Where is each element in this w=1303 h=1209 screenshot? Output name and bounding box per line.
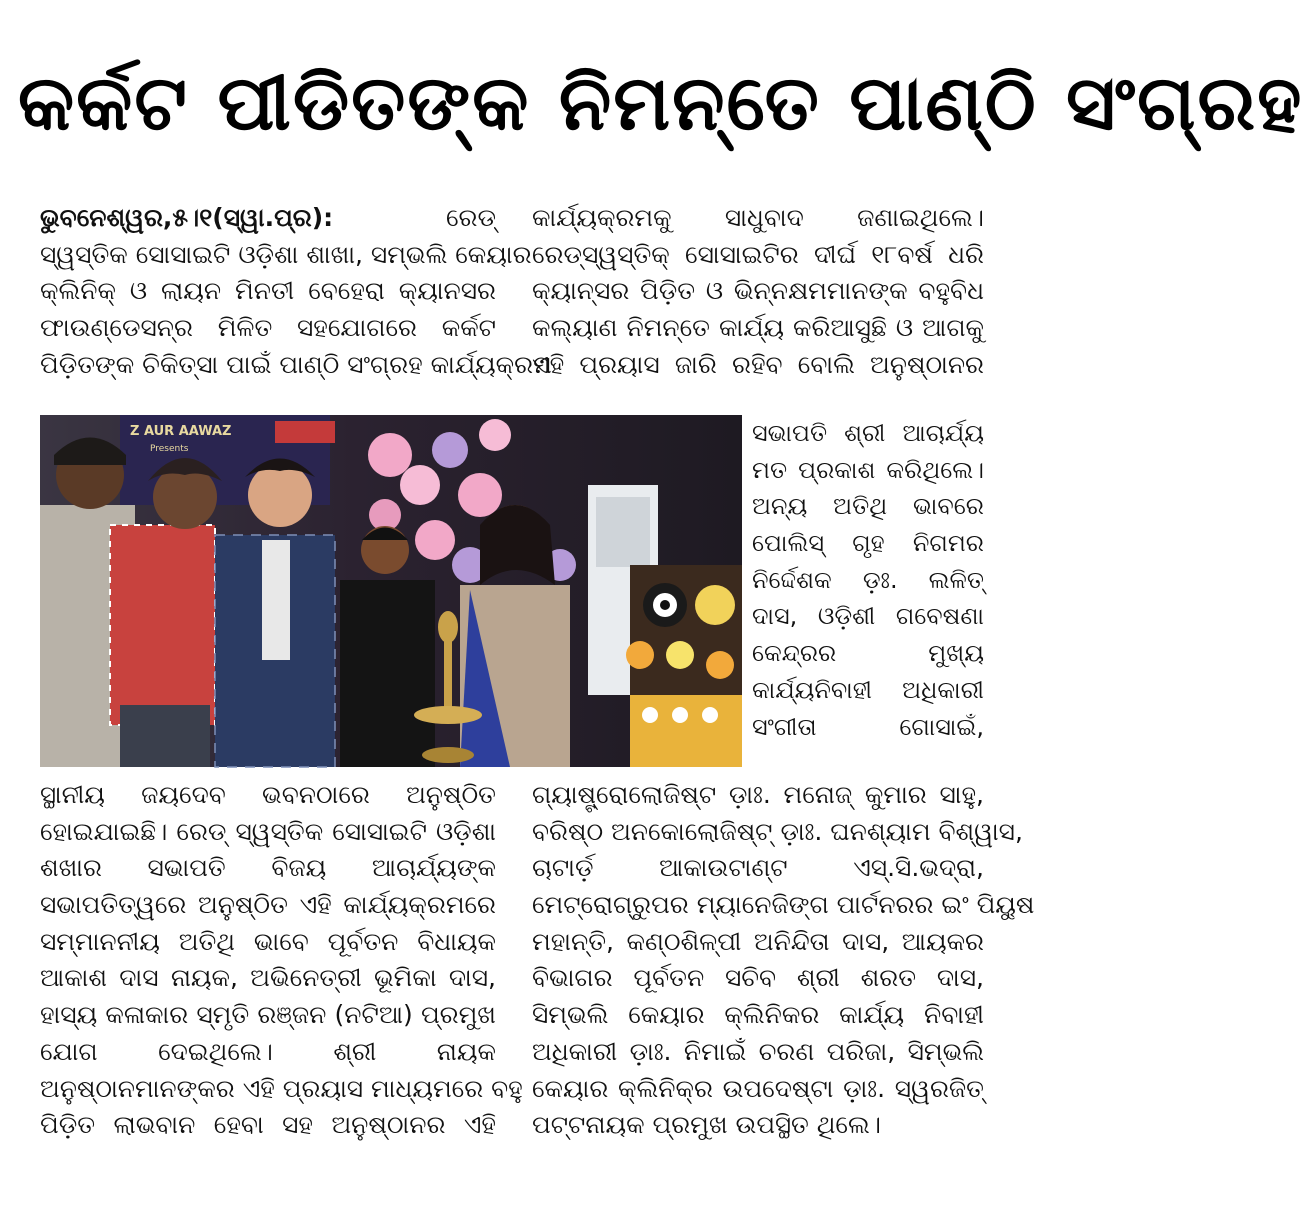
- banner-subtext: Presents: [150, 444, 189, 454]
- article-line: ସିମ୍ଭଲି କେୟାର କ୍ଲିନିକର କାର୍ଯ୍ୟ ନିବାହୀ: [532, 1000, 984, 1030]
- article-line: କ୍ଲିନିକ୍ ଓ ଲାୟନ ମିନତୀ ବେହେରା କ୍ୟାନସର: [40, 276, 496, 306]
- article-line: ଚାଟାର୍ଡ଼ ଆକାଉଟାଣ୍ଟ ଏସ୍.ସି.ଭଦ୍ରା,: [532, 853, 984, 883]
- headline: କର୍କଟ ପୀଡିତଙ୍କ ନିମନ୍ତେ ପାଣ୍ଠି ସଂଗ୍ରହ: [18, 58, 1303, 147]
- article-line: ପଟ୍ଟନାୟକ ପ୍ରମୁଖ ଉପସ୍ଥିତ ଥିଲେ।: [532, 1110, 881, 1140]
- article-line: କାର୍ଯ୍ୟକ୍ରମକୁ ସାଧୁବାଦ ଜଣାଇଥିଲେ।: [532, 203, 984, 232]
- article-right-top: [532, 200, 984, 383]
- dateline: ଭୁବନେଶ୍ୱର,୫।୧(ସ୍ୱା.ପ୍ର):: [40, 203, 334, 232]
- article-line: ପିଡ଼ିତ ଲାଭବାନ ହେବା ସହ ଅନୁଷ୍ଠାନର ଏହି: [40, 1110, 496, 1140]
- article-line: ସମ୍ମାନନୀୟ ଅତିଥି ଭାବେ ପୂର୍ବତନ ବିଧାୟକ: [40, 926, 496, 956]
- article-line: ଦାସ, ଓଡ଼ିଶୀ ଗବେଷଣା: [752, 602, 984, 631]
- article-line: କାର୍ଯ୍ୟନିବାହୀ ଅଧିକାରୀ: [752, 675, 984, 704]
- article-line: [40, 200, 496, 237]
- article-line: ବିଭାଗର ପୂର୍ବତନ ସଚିବ ଶ୍ରୀ ଶରତ ଦାସ,: [532, 963, 984, 993]
- article-line: ଅଧିକାରୀ ଡ଼ାଃ. ନିମାଇଁ ଚରଣ ପରିଜା, ସିମ୍ଭଲି: [532, 1036, 984, 1066]
- article-line: ଯୋଗ ଦେଇଥିଲେ। ଶ୍ରୀ ନାୟକ: [40, 1036, 496, 1066]
- article-left-bottom: [40, 777, 523, 1144]
- flower-shrine: [626, 565, 742, 767]
- event-photo: [40, 415, 742, 767]
- article-line: ସଭାପତି ଶ୍ରୀ ଆଚାର୍ଯ୍ୟ: [752, 419, 984, 447]
- article-line: ଗ୍ୟାଷ୍ଟ୍ରୋଲୋଜିଷ୍ଟ ଡ଼ାଃ. ମନୋଜ୍ କୁମାର ସାହୁ,: [532, 780, 984, 809]
- article-line: ଏହି ପ୍ରୟାସ ଜାରି ରହିବ ବୋଲି ଅନୁଷ୍ଠାନର: [532, 349, 984, 379]
- article-line: ଶଖାର ସଭାପତି ବିଜୟ ଆଚାର୍ଯ୍ୟଙ୍କ: [40, 853, 496, 883]
- article-line: ବରିଷ୍ଠ ଅନକୋଲୋଜିଷ୍ଟ୍ ଡ଼ାଃ. ଘନଶ୍ୟାମ ବିଶ୍ୱାସ,: [532, 816, 1023, 846]
- article-line: ପିଡ଼ିତଙ୍କ ଚିକିତ୍ସା ପାଇଁ ପାଣ୍ଠି ସଂଗ୍ରହ କାର୍ଯ୍ୟକ୍ରମ: [40, 349, 552, 379]
- article-line: ମହାନ୍ତି, କଣ୍ଠଶିଳ୍ପୀ ଅନିନ୍ଦିତା ଦାସ, ଆୟକର: [532, 926, 984, 956]
- article-line: ଆକାଶ ଦାସ ନାୟକ, ଅଭିନେତ୍ରୀ ଭୂମିକା ଦାସ,: [40, 963, 496, 993]
- article-line: ଅନ୍ୟ ଅତିଥି ଭାବରେ: [752, 492, 984, 521]
- banner-text: Z AUR AAWAZ: [130, 424, 232, 439]
- article-line: ନିର୍ଦ୍ଦେଶକ ଡ଼ଃ. ଲଳିତ୍: [752, 565, 984, 594]
- article-line: ସ୍ଥାନୀୟ ଜୟଦେବ ଭବନଠାରେ ଅନୁଷ୍ଠିତ: [40, 780, 496, 809]
- article-line: କେନ୍ଦ୍ରର ମୁଖ୍ୟ: [752, 639, 984, 668]
- article-right-bottom: [532, 777, 1035, 1144]
- article-line-text: ରେଡ୍: [445, 203, 496, 232]
- article-line: ସ୍ୱସ୍ତିକ ସୋସାଇଟି ଓଡ଼ିଶା ଶାଖା, ସମ୍ଭଲି କେୟାର: [40, 239, 532, 269]
- article-line: ମେଟ୍ରୋଗ୍ରୁପର ମ୍ୟାନେଜିଙ୍ଗ ପାର୍ଟନରର ଇଂ ପିୟୁଷ: [532, 890, 1035, 920]
- article-line: କଲ୍ୟାଣ ନିମନ୍ତେ କାର୍ଯ୍ୟ କରିଆସୁଛି ଓ ଆଗକୁ: [532, 313, 984, 343]
- article-left-top: [40, 200, 552, 383]
- article-line: ମତ ପ୍ରକାଶ କରିଥିଲେ।: [752, 455, 984, 484]
- article-line: ପୋଲିସ୍ ଗୃହ ନିଗମର: [752, 529, 984, 558]
- article-line: କ୍ୟାନ୍‌ସର ପିଡ଼ିତ ଓ ଭିନ୍ନକ୍ଷମମାନଙ୍କ ବହୁବିଧ: [532, 276, 984, 306]
- article-line: ଫାଉଣ୍ଡେସନ୍‌ର ମିଳିତ ସହଯୋଗରେ କର୍କଟ: [40, 313, 496, 343]
- article-right-mid: [752, 415, 984, 745]
- article-line: ସଭାପତିତ୍ୱରେ ଅନୁଷ୍ଠିତ ଏହି କାର୍ଯ୍ୟକ୍ରମରେ: [40, 890, 496, 920]
- article-line: ରେଡ୍‌ସ୍ୱସ୍ତିକ୍ ସୋସାଇଟିର ଦୀର୍ଘ ୧୮ବର୍ଷ ଧରି: [532, 239, 984, 269]
- article-line: ହାସ୍ୟ କଳାକାର ସ୍ମୃତି ରଞ୍ଜନ (ନଟିଆ) ପ୍ରମୁଖ: [40, 1000, 496, 1030]
- article-line: ହୋଇଯାଇଛି। ରେଡ୍ ସ୍ୱସ୍ତିକ ସୋସାଇଟି ଓଡ଼ିଶା: [40, 816, 496, 846]
- article-line: କେୟାର କ୍ଲିନିକ୍‌ର ଉପଦେଷ୍ଟା ଡ଼ାଃ. ସ୍ୱରଜିତ୍: [532, 1073, 984, 1103]
- article-line: ଅନୁଷ୍ଠାନମାନଙ୍କର ଏହି ପ୍ରୟାସ ମାଧ୍ୟମରେ ବହୁ: [40, 1073, 523, 1103]
- lamp-lighting-photo: [40, 415, 742, 767]
- article-line: ସଂଗୀତା ଗୋସାଇଁ,: [752, 712, 984, 741]
